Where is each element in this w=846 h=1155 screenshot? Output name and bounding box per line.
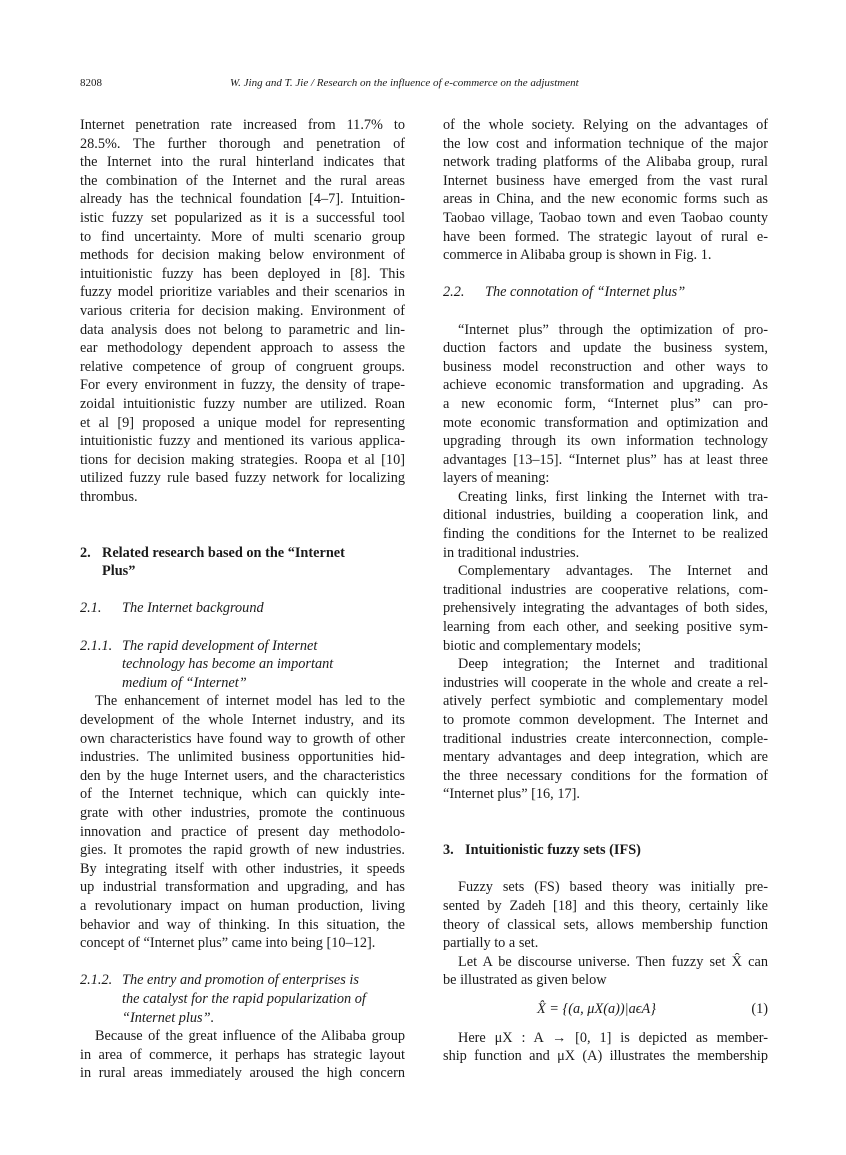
text-line: istic fuzzy set popularized as it is a successful tool	[80, 209, 405, 226]
text-line: network trading platforms of the Alibaba group, rural	[443, 154, 768, 171]
text-line: intuitionistic fuzzy and mentioned its various applica-	[80, 433, 405, 450]
section-title-cont: the catalyst for the rapid popularization of	[122, 990, 366, 1007]
section-title: Intuitionistic fuzzy sets (IFS)	[465, 842, 641, 859]
text-line: up industrial transformation and upgrading, and has	[80, 879, 405, 896]
text-line: of the Internet technique, which can quickly inte-	[80, 786, 405, 803]
text-line: zoidal intuitionistic fuzzy number are utilized. Roan	[80, 395, 405, 412]
text-line: industries. The unlimited business opportunities hid-	[80, 749, 405, 766]
section-number: 3.	[443, 842, 454, 859]
text-line: methods for decision making below environment of	[80, 247, 405, 264]
text-line: various criteria for decision making. Environment of	[80, 302, 405, 319]
text-line: a revolutionary impact on human production, living	[80, 897, 405, 914]
text-line: be illustrated as given below	[443, 972, 607, 989]
paragraph-internet-industry	[80, 692, 405, 952]
text-line: relative competence of group of congruent groups.	[80, 358, 405, 375]
text-line: den by the huge Internet users, and the characteristics	[80, 767, 405, 784]
text-line: data analysis does not belong to parametric and lin-	[80, 321, 405, 338]
section-2-heading	[80, 544, 405, 581]
page-number: 8208	[80, 77, 102, 89]
paragraph-complementary	[443, 562, 768, 655]
text-line: ear methodology dependent approach to assess the	[80, 340, 405, 357]
text-line: 28.5%. The further thorough and penetration of	[80, 135, 405, 152]
section-2-2-heading	[443, 283, 768, 302]
text-line: concept of “Internet plus” came into being [10–12].	[80, 935, 376, 952]
paragraph-discourse-universe	[443, 953, 768, 990]
text-line: the Internet into the rural hinterland indicates that	[80, 154, 405, 171]
text-line: intuitionistic fuzzy has been deployed in [8]. This	[80, 265, 405, 282]
text-line: innovation and practice of present day methodolo-	[80, 823, 405, 840]
paragraph-membership	[443, 1029, 768, 1066]
text-line: have been formed. The strategic layout of rural e-	[443, 228, 768, 245]
text-line: fuzzy model prioritize variables and their scenarios in	[80, 284, 405, 301]
running-header	[80, 77, 768, 93]
text-line: in area of commerce, it perhaps has strategic layout	[80, 1046, 405, 1063]
text-line: achieve economic transformation and upgrading. As	[443, 377, 768, 394]
text-line: Creating links, first linking the Internet with tra-	[458, 488, 768, 505]
text-line: advantages [13–15]. “Internet plus” has at least three	[443, 451, 768, 468]
text-line: traditional industries create interconnection, comple-	[443, 730, 768, 747]
text-line: “Internet plus” through the optimization of pro-	[458, 321, 768, 338]
paragraph-fuzzy-sets	[443, 878, 768, 952]
text-line: prehensively integrating the advantages of both sides,	[443, 600, 768, 617]
equation-expression: X̂ = {(a, μX(a))|aϵA}	[537, 1000, 656, 1017]
text-line: partially to a set.	[443, 935, 539, 952]
text-line: the three necessary conditions for the formation of	[443, 767, 768, 784]
section-number: 2.	[80, 544, 91, 561]
text-line: Here μX : A → [0, 1] is depicted as member-	[458, 1029, 768, 1046]
section-title-cont: medium of “Internet”	[122, 674, 247, 691]
text-line: business model reconstruction and other ways to	[443, 358, 768, 375]
text-line: Let A be discourse universe. Then fuzzy set X̂ can	[458, 953, 768, 970]
paragraph-rural-ecommerce	[443, 116, 768, 265]
text-line: already has the technical foundation [4–7]. Intuition-	[80, 191, 405, 208]
text-line: Taobao village, Taobao town and even Taobao county	[443, 209, 768, 226]
text-line: finding the conditions for the Internet to be realized	[443, 526, 768, 543]
section-number: 2.1.	[80, 600, 102, 617]
text-line: et al [9] proposed a unique model for representing	[80, 414, 405, 431]
text-line: utilized fuzzy rule based fuzzy network for localizing	[80, 470, 405, 487]
text-line: mote economic transformation and optimization and	[443, 414, 768, 431]
right-column	[443, 116, 768, 1066]
text-line: Because of the great influence of the Alibaba group	[95, 1028, 405, 1045]
text-line: upgrading through its own information technology	[443, 433, 768, 450]
section-title: The connotation of “Internet plus”	[485, 284, 686, 301]
text-line: to promote common development. The Internet and	[443, 712, 768, 728]
text-line: Complementary advantages. The Internet and	[458, 563, 768, 580]
text-line: in rural areas immediately aroused the high concern	[80, 1065, 405, 1082]
section-number: 2.1.2.	[80, 972, 113, 989]
text-line: For every environment in fuzzy, the density of trape-	[80, 377, 405, 394]
section-2-1-heading	[80, 599, 405, 618]
text-line: Deep integration; the Internet and traditional	[458, 656, 768, 673]
text-line: “Internet plus” [16, 17].	[443, 786, 580, 803]
text-line: duction factors and update the business system,	[443, 340, 768, 357]
paragraph-deep-integration	[443, 655, 768, 804]
text-line: layers of meaning:	[443, 470, 550, 487]
section-2-1-2-heading	[80, 971, 405, 1027]
paragraph-intro	[80, 116, 405, 506]
text-line: mentary advantages and deep integration, which are	[443, 749, 768, 766]
section-number: 2.2.	[443, 284, 465, 301]
text-line: industries will cooperate in the whole and create a rel-	[443, 674, 768, 691]
text-line: to find uncertainty. More of multi scenario group	[80, 228, 405, 245]
text-line: areas in China, and the new economic forms such as	[443, 191, 768, 208]
text-line: ship function and μX (A) illustrates the membership	[443, 1048, 768, 1065]
left-column	[80, 116, 405, 1083]
text-line: The enhancement of internet model has led to the	[95, 693, 405, 710]
text-line: By integrating itself with other industries, it speeds	[80, 860, 405, 877]
text-line: the low cost and information technique of the major	[443, 135, 768, 152]
text-line: ditional industries, building a cooperation link, and	[443, 507, 768, 524]
text-line: commerce in Alibaba group is shown in Fig. 1.	[443, 247, 712, 264]
running-title: W. Jing and T. Jie / Research on the influence of e-commerce on the adjustment	[230, 77, 579, 89]
text-line: own characteristics have found way to growth of other	[80, 730, 405, 747]
section-title: The entry and promotion of enterprises is	[122, 972, 359, 989]
text-line: a new economic form, “Internet plus” can pro-	[443, 395, 768, 412]
text-line: sented by Zadeh [18] and this theory, certainly like	[443, 897, 768, 914]
text-line: in traditional industries.	[443, 544, 580, 561]
text-line: biotic and complementary models;	[443, 637, 642, 654]
section-title: The Internet background	[122, 600, 264, 617]
section-title-cont: Plus”	[102, 563, 136, 580]
section-title: Related research based on the “Internet	[102, 544, 345, 561]
paragraph-creating-links	[443, 488, 768, 562]
paragraph-internet-plus	[443, 321, 768, 488]
text-line: development of the whole Internet industry, and its	[80, 712, 405, 728]
section-title: The rapid development of Internet	[122, 637, 318, 654]
section-2-1-1-heading	[80, 637, 405, 693]
text-line: gies. It promotes the rapid growth of new industries.	[80, 842, 405, 859]
paragraph-alibaba	[80, 1027, 405, 1083]
equation-number: (1)	[751, 1000, 768, 1017]
text-line: grate with other industries, promote the continuous	[80, 804, 405, 821]
text-line: learning from each other, and seeking positive sym-	[443, 619, 768, 636]
text-line: theory of classical sets, allows membership function	[443, 916, 768, 933]
text-line: of the whole society. Relying on the advantages of	[443, 117, 768, 133]
text-line: atively perfect symbiotic and complementary model	[443, 693, 768, 710]
text-line: Fuzzy sets (FS) based theory was initially pre-	[458, 879, 768, 896]
text-line: the combination of the Internet and the rural areas	[80, 172, 405, 189]
text-line: thrombus.	[80, 488, 138, 505]
equation-1	[443, 1000, 768, 1019]
text-line: traditional industries are cooperative relations, com-	[443, 581, 768, 598]
text-line: tions for decision making strategies. Roopa et al [10]	[80, 451, 405, 468]
section-3-heading	[443, 841, 768, 860]
text-line: Internet penetration rate increased from 11.7% to	[80, 117, 405, 133]
section-title-cont: technology has become an important	[122, 656, 334, 673]
text-line: behavior and way of thinking. In this situation, the	[80, 916, 405, 933]
section-number: 2.1.1.	[80, 637, 113, 654]
section-title-cont: “Internet plus”.	[122, 1009, 215, 1026]
text-line: Internet business have emerged from the vast rural	[443, 172, 768, 189]
